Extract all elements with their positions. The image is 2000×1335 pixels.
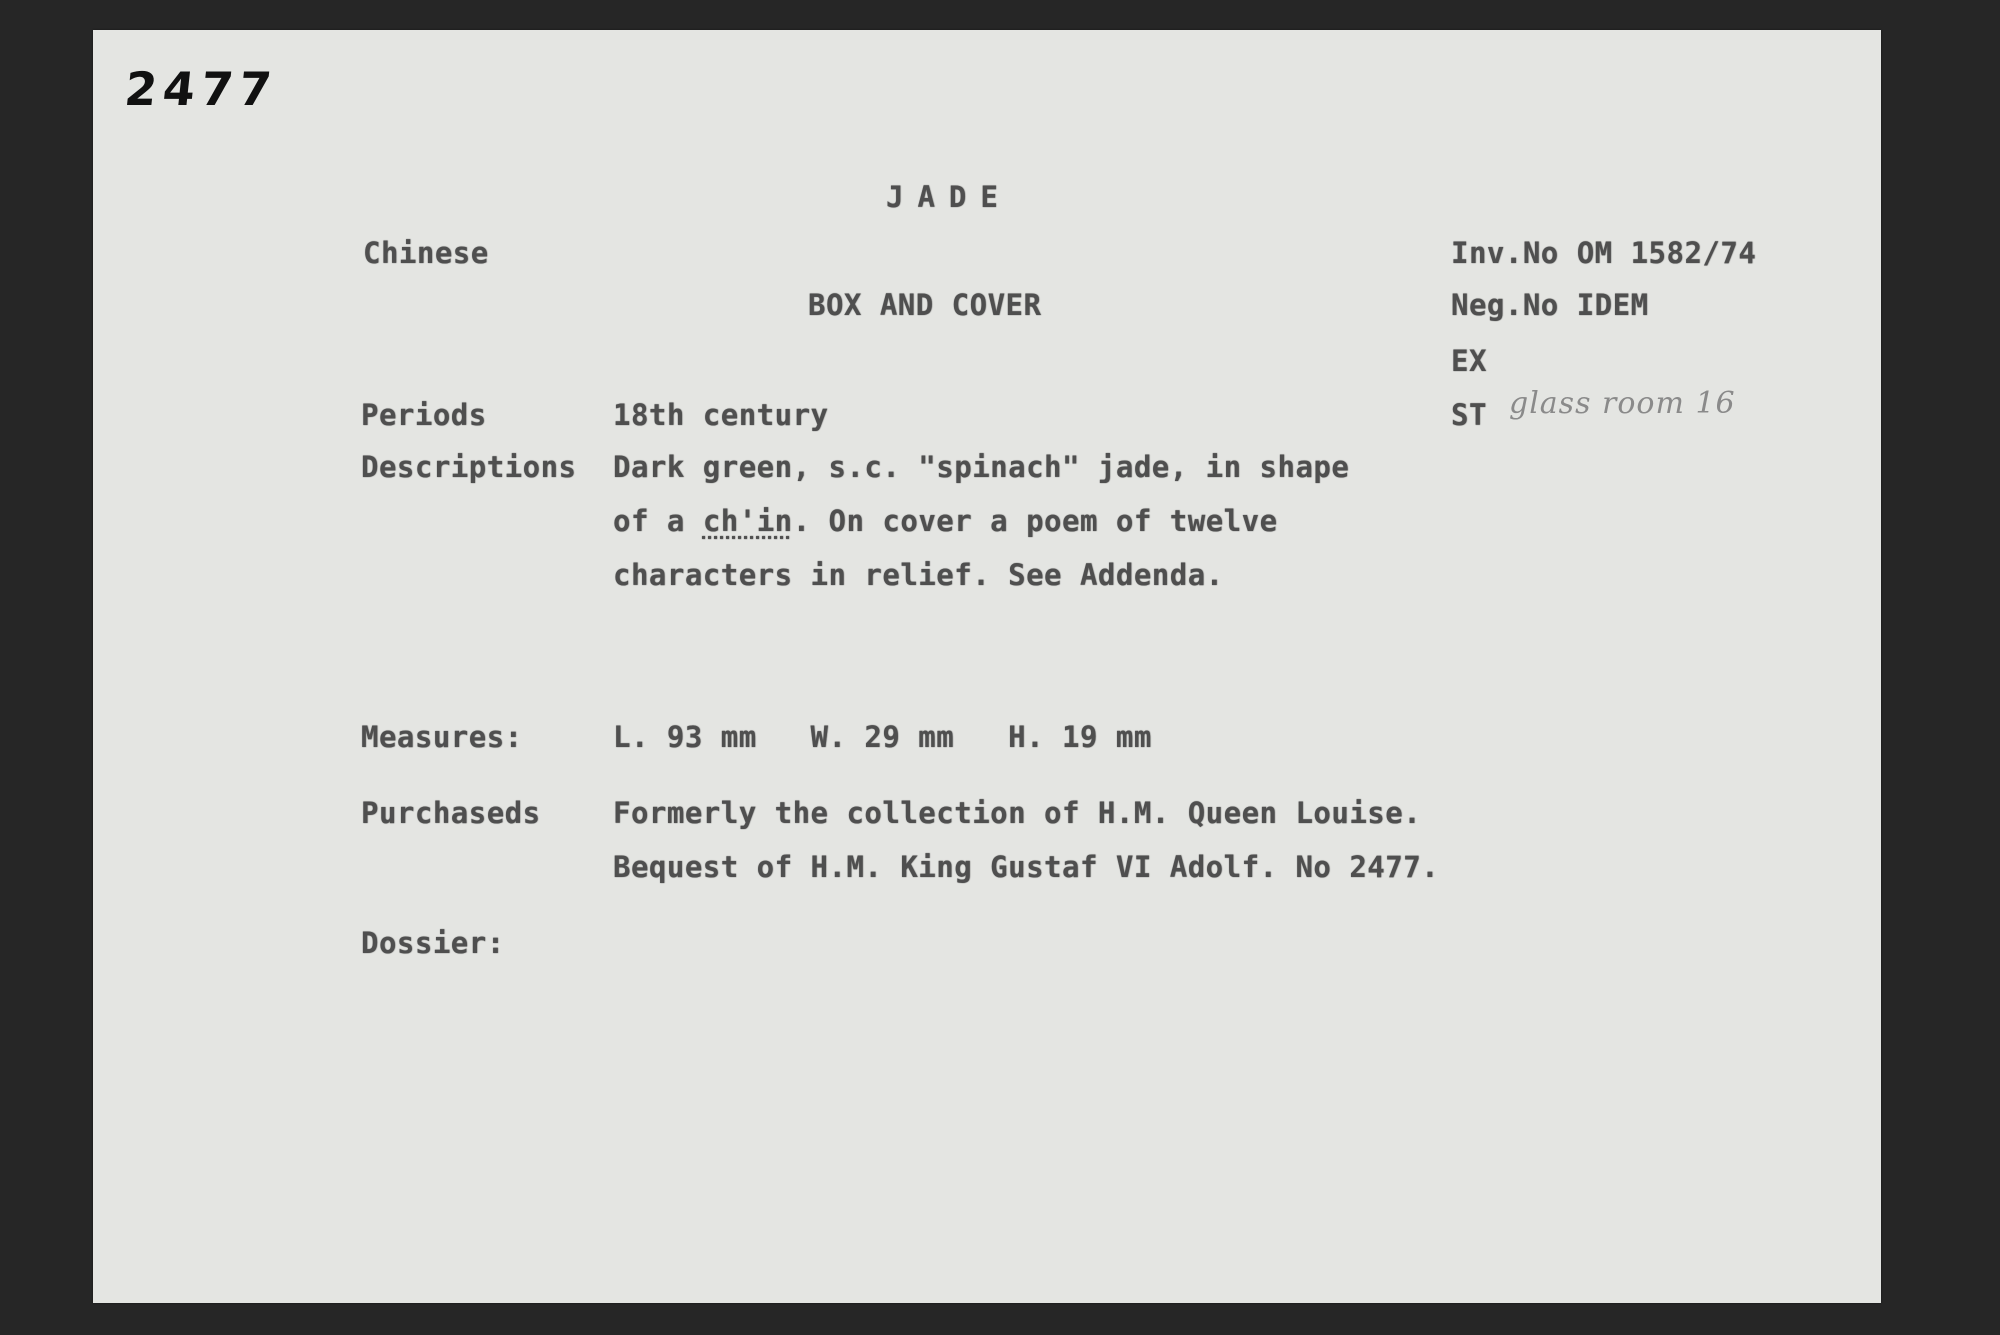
description-line-2-start: of a [613,504,703,538]
period-value: 18th century [613,398,829,432]
st-label: ST [1451,398,1487,432]
purchased-label: Purchaseds [361,796,541,830]
card-number: 2477 [122,62,280,116]
period-label: Periods [361,398,487,432]
description-term: ch'in [702,504,793,538]
catalogue-card [93,30,1881,1303]
measures-value: L. 93 mm W. 29 mm H. 19 mm [613,720,1152,754]
dossier-label: Dossier: [361,926,505,960]
purchased-line-2: Bequest of H.M. King Gustaf VI Adolf. No 2477. [613,850,1440,884]
ex-label: EX [1451,344,1487,378]
negative-number: Neg.No IDEM [1451,288,1649,322]
shelf-location-note: glass room 16 [1509,386,1736,421]
object-name: BOX AND COVER [808,288,1042,322]
description-line-2 [613,504,1278,538]
description-line-2-end: . On cover a poem of twelve [792,504,1278,538]
inventory-number: Inv.No OM 1582/74 [1451,236,1757,270]
culture-label: Chinese [363,236,489,270]
description-line-3: characters in relief. See Addenda. [613,558,1224,592]
description-line-1: Dark green, s.c. "spinach" jade, in shape [613,450,1350,484]
measures-label: Measures: [361,720,523,754]
description-label: Descriptions [361,450,577,484]
material-heading: JADE [886,180,1012,214]
purchased-line-1: Formerly the collection of H.M. Queen Louise. [613,796,1422,830]
